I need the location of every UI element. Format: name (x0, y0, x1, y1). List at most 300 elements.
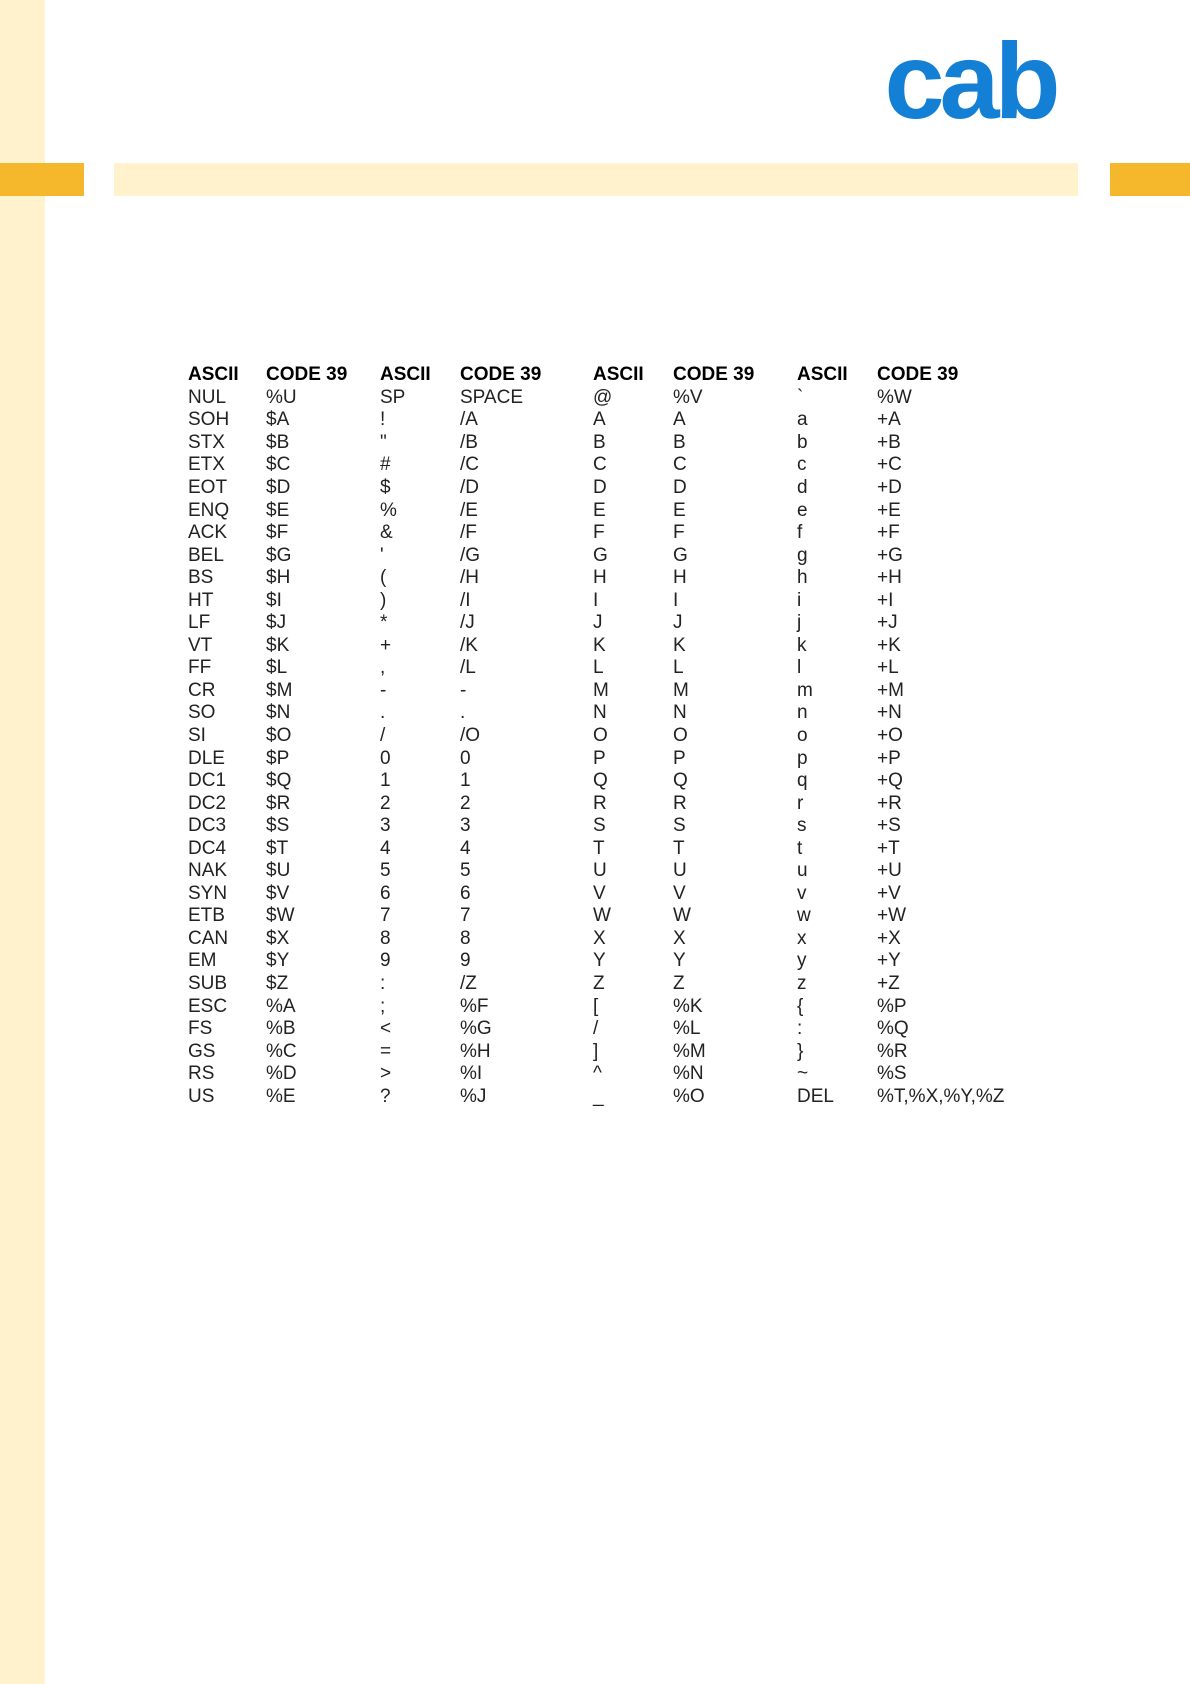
ascii-cell: % (380, 499, 397, 521)
code39-cell: %A (266, 995, 296, 1017)
code39-cell: K (673, 634, 686, 656)
code39-cell: $T (266, 837, 289, 859)
ascii-cell: ( (380, 567, 387, 589)
ascii-cell: V (593, 882, 606, 904)
code39-cell: %N (673, 1063, 704, 1085)
code39-cell: G (673, 544, 688, 566)
ascii-cell: : (380, 973, 386, 995)
code39-cell: /A (460, 409, 478, 431)
column-header: ASCII (188, 364, 239, 386)
ascii-cell: v (797, 882, 807, 904)
ascii-cell: ESC (188, 995, 228, 1017)
ascii-cell: LF (188, 612, 211, 634)
code39-cell: /Z (460, 973, 477, 995)
ascii-cell: 8 (380, 927, 391, 949)
ascii-cell: T (593, 837, 605, 859)
ascii-cell: DLE (188, 747, 225, 769)
code39-cell: +H (877, 567, 902, 589)
code39-cell: +Q (877, 770, 903, 792)
table-row (188, 702, 1027, 725)
code39-cell: 0 (460, 747, 471, 769)
ascii-cell: g (797, 544, 808, 566)
code39-cell: J (673, 612, 683, 634)
ascii-cell: ~ (797, 1063, 809, 1085)
code39-cell: +S (877, 815, 901, 837)
code39-cell: $G (266, 544, 292, 566)
table-row (188, 1040, 1027, 1063)
column-header: ASCII (797, 364, 848, 386)
code39-cell: U (673, 860, 687, 882)
code39-cell: %W (877, 386, 912, 408)
table-row (188, 837, 1027, 860)
code39-cell: /O (460, 725, 481, 747)
code39-cell: $S (266, 815, 290, 837)
code39-cell: W (673, 905, 691, 927)
ascii-cell: B (593, 431, 606, 453)
column-header: CODE 39 (877, 364, 959, 386)
code39-cell: +C (877, 454, 902, 476)
code39-cell: +P (877, 747, 901, 769)
ascii-cell: L (593, 657, 604, 679)
code39-cell: T (673, 837, 685, 859)
ascii-cell: ! (380, 409, 386, 431)
header-band (114, 163, 1078, 196)
code39-cell: 8 (460, 927, 471, 949)
ascii-cell: j (797, 612, 802, 634)
code39-cell: Z (673, 973, 685, 995)
ascii-cell: F (593, 522, 605, 544)
code39-cell: $A (266, 409, 290, 431)
code39-cell: +W (877, 905, 907, 927)
ascii-cell: 3 (380, 815, 391, 837)
code39-cell: %T,%X,%Y,%Z (877, 1085, 1005, 1107)
code39-cell: +Z (877, 973, 900, 995)
ascii-cell: w (797, 905, 811, 927)
code39-cell: %D (266, 1063, 297, 1085)
ascii-cell: e (797, 499, 808, 521)
code39-cell: +O (877, 725, 903, 747)
ascii-cell: + (380, 634, 392, 656)
code39-cell: +G (877, 544, 903, 566)
code39-cell: %Q (877, 1018, 909, 1040)
ascii-cell: NAK (188, 860, 228, 882)
ascii-cell: ENQ (188, 499, 230, 521)
ascii-cell: 0 (380, 747, 391, 769)
ascii-cell: 5 (380, 860, 391, 882)
code39-cell: 3 (460, 815, 471, 837)
table-body (188, 387, 1027, 1109)
table-row (188, 589, 1027, 612)
ascii-code39-table (188, 364, 1027, 1108)
code39-cell: $Q (266, 770, 292, 792)
code39-cell: +I (877, 589, 894, 611)
ascii-cell: EM (188, 950, 217, 972)
ascii-cell: W (593, 905, 611, 927)
table-row (188, 499, 1027, 522)
table-row (188, 657, 1027, 680)
column-header: ASCII (593, 364, 644, 386)
code39-cell: $U (266, 860, 291, 882)
code39-cell: Y (673, 950, 686, 972)
ascii-cell: s (797, 815, 807, 837)
code39-cell: %K (673, 995, 703, 1017)
ascii-cell: CR (188, 679, 216, 701)
code39-cell: $M (266, 679, 293, 701)
ascii-cell: ETX (188, 454, 225, 476)
ascii-cell: d (797, 477, 808, 498)
code39-cell: +X (877, 927, 901, 949)
code39-cell: $F (266, 522, 289, 544)
code39-cell: +N (877, 702, 902, 724)
ascii-cell: 6 (380, 882, 391, 904)
ascii-cell: DC1 (188, 770, 227, 792)
ascii-cell: t (797, 837, 803, 859)
ascii-cell: z (797, 973, 807, 995)
code39-cell: +L (877, 657, 899, 679)
ascii-cell: M (593, 679, 609, 701)
table-header-row (188, 364, 1027, 387)
ascii-cell: STX (188, 431, 225, 453)
ascii-cell: S (593, 815, 606, 837)
code39-cell: /E (460, 499, 478, 521)
ascii-cell: " (380, 431, 387, 453)
code39-cell: /C (460, 454, 479, 476)
code39-cell: $J (266, 612, 287, 634)
code39-cell: $C (266, 454, 291, 476)
left-decorative-strip (0, 0, 45, 1684)
ascii-cell: 4 (380, 837, 391, 859)
ascii-cell: r (797, 792, 804, 814)
ascii-cell: } (797, 1040, 804, 1062)
code39-cell: S (673, 815, 686, 837)
ascii-cell: H (593, 567, 607, 589)
code39-cell: +F (877, 522, 900, 544)
ascii-cell: SYN (188, 882, 228, 904)
table-row (188, 1063, 1027, 1086)
ascii-cell: GS (188, 1040, 216, 1062)
ascii-cell: c (797, 454, 807, 476)
code39-cell: 5 (460, 860, 471, 882)
code39-cell: %I (460, 1063, 483, 1085)
code39-cell: %J (460, 1085, 487, 1107)
ascii-cell: FF (188, 657, 212, 679)
code39-cell: $H (266, 567, 291, 589)
ascii-cell: HT (188, 589, 214, 611)
ascii-cell: ' (380, 544, 384, 566)
ascii-cell: q (797, 770, 808, 792)
ascii-cell: p (797, 747, 808, 769)
table-row (188, 973, 1027, 996)
header-band-accent-left (0, 163, 84, 196)
ascii-cell: N (593, 702, 607, 724)
code39-cell: $Y (266, 950, 290, 972)
code39-cell: - (460, 679, 467, 701)
ascii-cell: J (593, 612, 603, 634)
logo-text: cab (884, 38, 1056, 128)
table-row (188, 792, 1027, 815)
table-row (188, 725, 1027, 748)
code39-cell: +E (877, 499, 901, 521)
ascii-cell: u (797, 860, 808, 882)
code39-cell: 7 (460, 905, 471, 927)
code39-cell: %G (460, 1018, 492, 1040)
code39-cell: /K (460, 634, 478, 656)
table-row (188, 477, 1027, 500)
code39-cell: H (673, 567, 687, 589)
code39-cell: I (673, 589, 679, 611)
ascii-cell: CAN (188, 927, 229, 949)
code39-cell: %V (673, 386, 703, 408)
code39-cell: $D (266, 477, 291, 498)
ascii-cell: / (593, 1018, 599, 1040)
ascii-cell: NUL (188, 386, 227, 408)
code39-cell: /F (460, 522, 477, 544)
code39-cell: /I (460, 589, 471, 611)
ascii-cell: m (797, 679, 813, 701)
column-header: CODE 39 (460, 364, 542, 386)
code39-cell: /G (460, 544, 481, 566)
table-row (188, 454, 1027, 477)
ascii-cell: X (593, 927, 606, 949)
ascii-cell: Z (593, 973, 605, 995)
ascii-cell: ` (797, 386, 804, 408)
code39-cell: +B (877, 431, 901, 453)
code39-cell: SPACE (460, 386, 524, 408)
code39-cell: $E (266, 499, 290, 521)
code39-cell: M (673, 679, 689, 701)
code39-cell: F (673, 522, 685, 544)
ascii-cell: E (593, 499, 606, 521)
code39-cell: %F (460, 995, 489, 1017)
code39-cell: %B (266, 1018, 296, 1040)
ascii-cell: l (797, 657, 802, 679)
ascii-cell: VT (188, 634, 213, 656)
column-header: CODE 39 (266, 364, 348, 386)
ascii-cell: ; (380, 995, 386, 1017)
code39-cell: %E (266, 1085, 296, 1107)
ascii-cell: FS (188, 1018, 213, 1040)
ascii-cell: U (593, 860, 607, 882)
ascii-cell: ) (380, 589, 387, 611)
ascii-cell: a (797, 409, 808, 431)
ascii-cell: # (380, 454, 391, 476)
ascii-cell: @ (593, 386, 613, 408)
code39-cell: %U (266, 386, 297, 408)
ascii-cell: I (593, 589, 599, 611)
ascii-cell: SUB (188, 973, 228, 995)
ascii-cell: C (593, 454, 607, 476)
code39-cell: /D (460, 477, 479, 498)
code39-cell: N (673, 702, 687, 724)
ascii-cell: O (593, 725, 608, 747)
code39-cell: 6 (460, 882, 471, 904)
ascii-cell: k (797, 634, 807, 656)
ascii-cell: K (593, 634, 606, 656)
table-row (188, 995, 1027, 1018)
ascii-cell: Q (593, 770, 608, 792)
header-band-accent-right (1110, 163, 1190, 196)
ascii-cell: n (797, 702, 808, 724)
code39-cell: +A (877, 409, 901, 431)
ascii-cell: ETB (188, 905, 225, 927)
table-row (188, 905, 1027, 928)
code39-cell: $I (266, 589, 282, 611)
table-row (188, 680, 1027, 703)
code39-cell: $W (266, 905, 295, 927)
ascii-cell: 2 (380, 792, 391, 814)
ascii-cell: ACK (188, 522, 228, 544)
code39-cell: /B (460, 431, 478, 453)
code39-cell: %P (877, 995, 907, 1017)
ascii-cell: A (593, 409, 606, 431)
code39-cell: +R (877, 792, 902, 814)
code39-cell: $V (266, 882, 290, 904)
code39-cell: %S (877, 1063, 907, 1085)
code39-cell: $K (266, 634, 290, 656)
ascii-cell: b (797, 431, 808, 453)
code39-cell: /H (460, 567, 479, 589)
column-header: CODE 39 (673, 364, 755, 386)
table-row (188, 544, 1027, 567)
ascii-cell: $ (380, 477, 391, 498)
code39-cell: V (673, 882, 686, 904)
table-row (188, 567, 1027, 590)
table-row (188, 883, 1027, 906)
code39-cell: P (673, 747, 686, 769)
ascii-cell: ? (380, 1085, 391, 1107)
ascii-cell: . (380, 702, 386, 724)
ascii-cell: x (797, 927, 807, 949)
table-row (188, 815, 1027, 838)
table-row (188, 387, 1027, 410)
table-row (188, 409, 1027, 432)
code39-cell: $L (266, 657, 288, 679)
ascii-cell: > (380, 1063, 392, 1085)
ascii-cell: G (593, 544, 608, 566)
ascii-cell: BEL (188, 544, 224, 566)
code39-cell: +K (877, 634, 901, 656)
ascii-cell: DC2 (188, 792, 227, 814)
code39-cell: /L (460, 657, 476, 679)
ascii-cell: f (797, 522, 803, 544)
ascii-cell: - (380, 679, 387, 701)
cab-logo (868, 38, 1073, 128)
code39-cell: B (673, 431, 686, 453)
ascii-cell: & (380, 522, 393, 544)
ascii-cell: SI (188, 725, 206, 747)
code39-cell: $R (266, 792, 291, 814)
table-row (188, 432, 1027, 455)
code39-cell: 1 (460, 770, 471, 792)
table-row (188, 522, 1027, 545)
table-row (188, 770, 1027, 793)
code39-cell: A (673, 409, 686, 431)
ascii-cell: [ (593, 995, 599, 1017)
ascii-cell: R (593, 792, 607, 814)
column-header: ASCII (380, 364, 431, 386)
ascii-cell: < (380, 1018, 392, 1040)
code39-cell: +Y (877, 950, 901, 972)
ascii-cell: y (797, 950, 807, 972)
code39-cell: %O (673, 1085, 705, 1107)
code39-cell: $P (266, 747, 290, 769)
ascii-cell: _ (593, 1085, 604, 1107)
code39-cell: $B (266, 431, 290, 453)
code39-cell: +T (877, 837, 900, 859)
ascii-cell: ^ (593, 1063, 602, 1085)
ascii-cell: { (797, 995, 804, 1017)
table-row (188, 860, 1027, 883)
code39-cell: +J (877, 612, 898, 634)
ascii-cell: P (593, 747, 606, 769)
ascii-cell: BS (188, 567, 214, 589)
ascii-cell: Y (593, 950, 606, 972)
code39-cell: %L (673, 1018, 701, 1040)
ascii-cell: 7 (380, 905, 391, 927)
ascii-cell: o (797, 725, 808, 747)
table-row (188, 612, 1027, 635)
ascii-cell: ] (593, 1040, 599, 1062)
ascii-cell: EOT (188, 477, 228, 498)
ascii-cell: h (797, 567, 808, 589)
code39-cell: $Z (266, 973, 289, 995)
code39-cell: O (673, 725, 688, 747)
ascii-cell: SP (380, 386, 406, 408)
ascii-cell: US (188, 1085, 215, 1107)
code39-cell: +U (877, 860, 902, 882)
code39-cell: +M (877, 679, 904, 701)
ascii-cell: SO (188, 702, 216, 724)
code39-cell: X (673, 927, 686, 949)
table-row (188, 1018, 1027, 1041)
table-row (188, 747, 1027, 770)
ascii-cell: DC4 (188, 837, 227, 859)
ascii-cell: , (380, 657, 386, 679)
ascii-cell: / (380, 725, 386, 747)
ascii-cell: i (797, 589, 802, 611)
ascii-cell: D (593, 477, 607, 498)
code39-cell: E (673, 499, 686, 521)
ascii-cell: SOH (188, 409, 230, 431)
ascii-cell: 9 (380, 950, 391, 972)
code39-cell: $N (266, 702, 291, 724)
code39-cell: %R (877, 1040, 908, 1062)
ascii-cell: 1 (380, 770, 391, 792)
code39-cell: +V (877, 882, 901, 904)
table-row (188, 950, 1027, 973)
code39-cell: 9 (460, 950, 471, 972)
code39-cell: Q (673, 770, 688, 792)
table-row (188, 1086, 1027, 1109)
ascii-cell: = (380, 1040, 392, 1062)
code39-cell: 2 (460, 792, 471, 814)
code39-cell: +D (877, 477, 902, 498)
table-row (188, 928, 1027, 951)
code39-cell: %H (460, 1040, 491, 1062)
code39-cell: L (673, 657, 684, 679)
code39-cell: /J (460, 612, 475, 634)
table-row (188, 635, 1027, 658)
code39-cell: 4 (460, 837, 471, 859)
code39-cell: $X (266, 927, 290, 949)
code39-cell: %C (266, 1040, 297, 1062)
code39-cell: $O (266, 725, 292, 747)
ascii-cell: DEL (797, 1085, 834, 1107)
code39-cell: . (460, 702, 466, 724)
code39-cell: D (673, 477, 687, 498)
ascii-cell: : (797, 1018, 803, 1040)
code39-cell: C (673, 454, 687, 476)
